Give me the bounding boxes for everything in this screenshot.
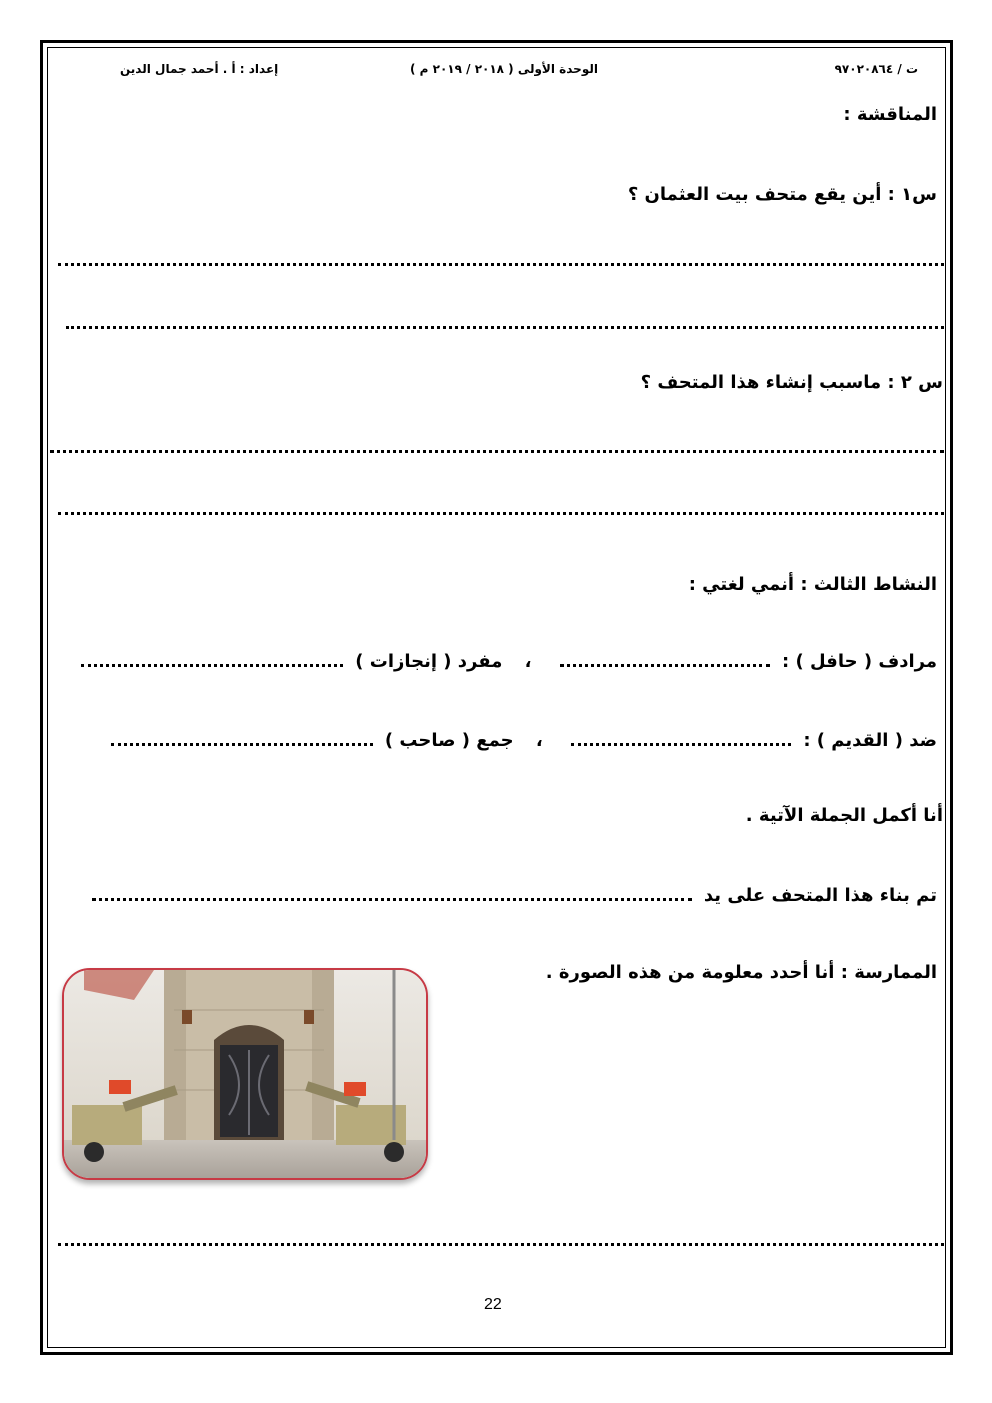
- singular-answer-line[interactable]: [81, 664, 343, 667]
- comma-separator: ،: [524, 651, 532, 672]
- practice-title: الممارسة : أنا أحدد معلومة من هذه الصورة .: [545, 962, 937, 983]
- museum-entrance-photo: [62, 968, 428, 1180]
- discussion-title: المناقشة :: [843, 104, 937, 125]
- question-1: س١ : أين يقع متحف بيت العثمان ؟: [627, 184, 937, 205]
- singular-label: مفرد ( إنجازات ): [355, 651, 503, 672]
- header-phone: ت / ٩٧٠٢٠٨٦٤: [834, 62, 918, 76]
- activity-title: النشاط الثالث : أنمي لغتي :: [688, 574, 937, 595]
- complete-sentence-row: [86, 885, 937, 906]
- answer-line-4[interactable]: [58, 512, 944, 515]
- answer-line-practice[interactable]: [58, 1243, 944, 1246]
- complete-sentence-text: تم بناء هذا المتحف على يد: [703, 885, 937, 906]
- synonym-row: [75, 651, 937, 672]
- antonym-answer-line[interactable]: [571, 743, 791, 746]
- antonym-row: [105, 730, 937, 751]
- answer-line-2[interactable]: [66, 326, 944, 329]
- antonym-label: ضد ( القديم ) :: [803, 730, 937, 751]
- museum-photo-illustration: [64, 970, 426, 1178]
- question-2: س ٢ : ماسبب إنشاء هذا المتحف ؟: [640, 372, 943, 393]
- header-author: إعداد : أ . أحمد جمال الدين: [120, 62, 279, 76]
- comma-separator: ،: [535, 730, 543, 751]
- synonym-answer-line[interactable]: [560, 664, 770, 667]
- page-number: 22: [484, 1296, 502, 1313]
- plural-label: جمع ( صاحب ): [384, 730, 514, 751]
- complete-sentence-title: أنا أكمل الجملة الآتية .: [745, 805, 943, 826]
- synonym-label: مرادف ( حافل ) :: [782, 651, 937, 672]
- header-unit: الوحدة الأولى ( ٢٠١٨ / ٢٠١٩ م ): [410, 62, 598, 76]
- plural-answer-line[interactable]: [111, 743, 373, 746]
- answer-line-1[interactable]: [58, 263, 944, 266]
- complete-sentence-answer-line[interactable]: [92, 898, 692, 901]
- answer-line-3[interactable]: [50, 450, 944, 453]
